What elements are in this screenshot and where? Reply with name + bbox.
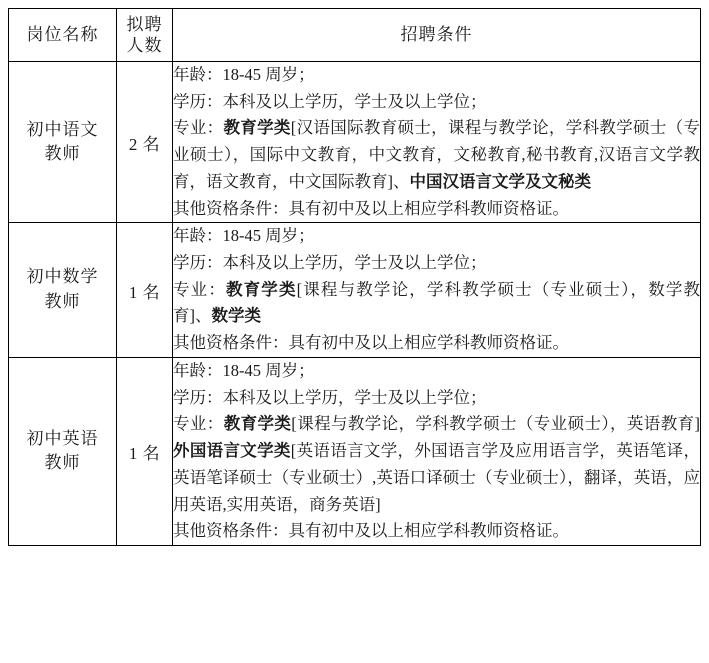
condition-other: 其他资格条件：具有初中及以上相应学科教师资格证。 (173, 333, 569, 353)
table-header (9, 9, 701, 62)
major-text-2: [英语语言文学，外国语言学及应用语言学，英语笔译，英语笔译硕士（专业硕士）,英语口译硕士（专业硕士），翻译，英语，应用英语,实用英语，商务英语] (173, 441, 701, 514)
condition-age: 年龄：18-45 周岁； (173, 360, 315, 380)
major-text-1: [汉语国际教育硕士，课程与教学论，学科教学硕士（专业硕士），国际中文教育，中文教育，文秘教育,秘书教育,汉语言文学教育，语文教育，中文国际教育]、 (173, 118, 701, 191)
condition-age: 年龄：18-45 周岁； (173, 65, 315, 84)
condition-major (173, 277, 700, 330)
hire-count-cell: 1 名 (117, 223, 173, 358)
header-number (117, 9, 173, 62)
recruitment-table (8, 8, 701, 546)
post-name-line1: 初中语文 (26, 119, 99, 139)
post-name-line1: 初中英语 (26, 428, 99, 448)
condition-education: 学历：本科及以上学历，学士及以上学位； (173, 91, 487, 111)
condition-major (173, 411, 700, 518)
post-name-line2: 教师 (44, 292, 81, 312)
table-body (9, 62, 701, 546)
condition-major (173, 115, 700, 195)
major-text-1: [课程与教学论，学科教学硕士（专业硕士），英语教育] (291, 414, 700, 434)
major-prefix: 专业： (173, 279, 226, 299)
major-bold-1: 教育学类 (223, 118, 291, 138)
conditions-cell (173, 223, 701, 358)
conditions-cell (173, 357, 701, 545)
condition-education: 学历：本科及以上学历，学士及以上学位； (173, 253, 487, 273)
major-bold-1: 教育学类 (225, 279, 297, 299)
hire-count-cell: 2 名 (117, 62, 173, 223)
table-row (9, 62, 701, 223)
hire-count-cell: 1 名 (117, 357, 173, 545)
major-bold-2: 外国语言文学类 (173, 441, 291, 461)
post-name-cell (9, 62, 117, 223)
condition-education: 学历：本科及以上学历，学士及以上学位； (173, 387, 487, 407)
condition-other: 其他资格条件：具有初中及以上相应学科教师资格证。 (173, 521, 569, 541)
condition-other: 其他资格条件：具有初中及以上相应学科教师资格证。 (173, 198, 569, 218)
header-number-line1: 拟聘 (126, 14, 163, 34)
conditions-cell (173, 62, 701, 223)
post-name-cell (9, 357, 117, 545)
major-prefix: 专业： (173, 414, 224, 434)
table-row (9, 357, 701, 545)
header-number-line2: 人数 (126, 36, 163, 55)
major-prefix: 专业： (173, 118, 224, 138)
header-row (9, 9, 701, 62)
major-bold-2: 中国汉语言文学及文秘类 (409, 171, 591, 191)
table-row (9, 223, 701, 358)
post-name-line1: 初中数学 (26, 267, 99, 287)
header-conditions: 招聘条件 (173, 9, 701, 62)
major-text-1: [课程与教学论，学科教学硕士（专业硕士），数学教育]、 (173, 279, 701, 326)
major-bold-2: 数学类 (211, 306, 261, 326)
major-bold-1: 教育学类 (223, 414, 292, 434)
header-post: 岗位名称 (9, 9, 117, 62)
condition-age: 年龄：18-45 周岁； (173, 226, 315, 246)
post-name-cell (9, 223, 117, 358)
post-name-line2: 教师 (44, 453, 81, 473)
post-name-line2: 教师 (44, 144, 81, 164)
